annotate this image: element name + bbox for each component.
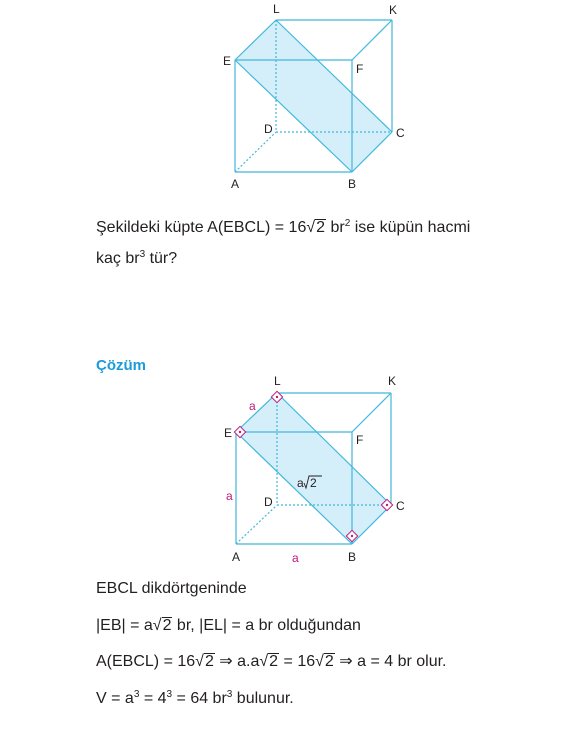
vertex-label-e: E [223, 54, 232, 68]
cube-figure-solution [224, 374, 405, 565]
edge-kf [352, 20, 392, 60]
hidden-edge-ad-2 [236, 505, 277, 544]
solution-line-3: A(EBCL) = 16√2 ⇒ a.a√2 = 16√2 ⇒ a = 4 br olur. [96, 653, 447, 670]
question-line-1-text: Şekildeki küpte A(EBCL) = 16 [96, 219, 307, 236]
vertex-label-f-2: F [356, 433, 364, 447]
question-radicand: 2 [316, 219, 326, 236]
hidden-edge-ad [235, 132, 276, 172]
length-label-ae: a [226, 489, 233, 503]
vertex-label-f: F [356, 62, 364, 76]
question-line-1: Şekildeki küpte A(EBCL) = 16√2 $br^2$ ise küpün hacmi [96, 218, 471, 236]
vertex-label-k: K [389, 3, 398, 17]
vertex-label-d-2: D [264, 495, 273, 509]
solution-line-1: EBCL dikdörtgeninde [96, 580, 247, 597]
vertex-label-l-2: L [274, 374, 281, 388]
vertex-label-c: C [396, 126, 405, 140]
vertex-label-a-2: A [232, 550, 241, 564]
vertex-label-l: L [273, 2, 280, 16]
length-label-ab: a [292, 551, 299, 565]
solution-line-4: $V = a^3 = 4^3 = 64$ $br^3$ bulunur. [96, 689, 294, 707]
vertex-label-b: B [348, 177, 357, 191]
svg-text:a: a [297, 476, 304, 490]
solution-heading: Çözüm [96, 357, 146, 374]
vertex-label-a: A [231, 177, 240, 191]
vertex-label-c-2: C [396, 499, 405, 513]
vertex-label-b-2: B [348, 550, 357, 564]
svg-text:2: 2 [310, 476, 317, 490]
question-line-2: kaç $br^3$ tür? [96, 249, 178, 267]
vertex-label-e-2: E [224, 426, 233, 440]
length-label-el: a [249, 399, 256, 413]
vertex-label-d: D [264, 122, 273, 136]
vertex-label-k-2: K [388, 374, 397, 388]
edge-kf-2 [352, 393, 391, 432]
solution-line-2: |EB| = a√2 br, |EL| = a br olduğundan [96, 617, 361, 634]
